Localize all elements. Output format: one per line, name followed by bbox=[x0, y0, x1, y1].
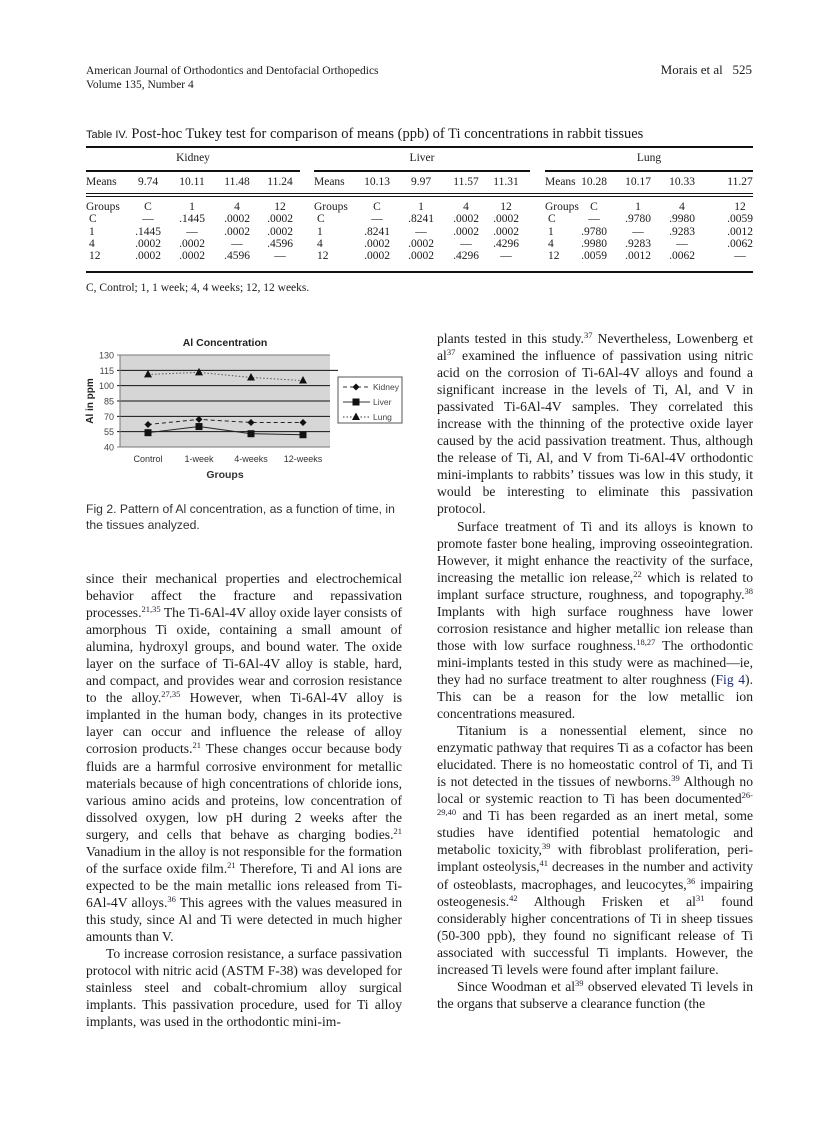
kidney-header-rule bbox=[86, 170, 300, 172]
citation-ref[interactable]: 36 bbox=[686, 875, 696, 886]
table-top-rule bbox=[86, 146, 753, 148]
text-run: Although no local or systemic reaction to Ti has been documented bbox=[437, 774, 753, 807]
liver-p-value: .0002 bbox=[408, 238, 434, 250]
kidney-p-value: — bbox=[142, 213, 154, 225]
lung-p-value: .0062 bbox=[669, 250, 695, 262]
liver-p-value: — bbox=[500, 250, 512, 262]
paragraph bbox=[437, 330, 753, 518]
liver-p-value: .8241 bbox=[408, 213, 434, 225]
running-header bbox=[86, 64, 379, 92]
figure-caption: Fig 2. Pattern of Al concentration, as a function of time, in the tissues analyzed. bbox=[86, 502, 395, 532]
legend-liver-label: Liver bbox=[373, 397, 392, 407]
text-run: These changes occur because body fluids are a harmful corrosive environment for metallic materials because of high concentrations of chloride ions, various amino acids and proteins, low concentration of dissolved oxygen, low pH during 2 weeks after the surgery, and cells that behave as charging bodies. bbox=[86, 741, 402, 842]
text-run: impairing osteogenesis. bbox=[437, 876, 753, 909]
kidney-p-value: .4596 bbox=[224, 250, 250, 262]
lung-means-label: Means bbox=[545, 176, 576, 188]
text-run: examined the influence of passivation using nitric acid on the corrosion of Ti-6Al-4V alloys and found a significant increase in the levels of Ti, Al, and V in passivated Ti-6Al-4V samples. They correlated this increase with the thinning of the protective oxide layer caused by the acid passivation treatment. Thus, although the release of Ti, Al, and V from Ti-6Al-4V orthodontic mini-implants to rabbits’ tissues was low in this study, it would be interesting to eliminate this passivation protocol. bbox=[437, 348, 753, 517]
text-run: Nevertheless, Lowenberg et al bbox=[437, 331, 753, 364]
text-run: Surface treatment of Ti and its alloys is known to promote faster bone healing, improving osseointegration. However, it might enhance the reactivity of the surface, increasing the metallic ion release, bbox=[437, 518, 753, 585]
text-run: ). This can be a reason for the low metallic ion concentrations measured. bbox=[437, 671, 753, 722]
liver-p-value: .0002 bbox=[453, 213, 479, 225]
kidney-p-value: .1445 bbox=[135, 226, 161, 238]
lung-p-value: .0059 bbox=[581, 250, 607, 262]
kidney-group-header: 12 bbox=[274, 201, 286, 213]
citation-ref[interactable]: 26-29,40 bbox=[437, 790, 753, 818]
text-run: and Ti has been regarded as an inert metal, some studies have identified potential hematologic and metabolic toxicity, bbox=[437, 808, 753, 858]
lung-p-value: — bbox=[734, 250, 746, 262]
liver-p-value: .0002 bbox=[408, 250, 434, 262]
text-column-right bbox=[437, 330, 753, 1012]
citation-ref[interactable]: 36 bbox=[167, 893, 176, 904]
text-run: since their mechanical properties and electrochemical behavior affect the fracture and repassivation processes. bbox=[86, 571, 402, 621]
kidney-row-label: C bbox=[89, 213, 97, 225]
x-tick-label: Control bbox=[133, 454, 163, 464]
liver-p-value: — bbox=[460, 238, 472, 250]
kidney-mean-value: 11.48 bbox=[224, 176, 250, 188]
lung-p-value: .9283 bbox=[625, 238, 651, 250]
lung-mean-value: 10.28 bbox=[581, 176, 607, 188]
citation-ref[interactable]: 39 bbox=[541, 841, 551, 852]
citation-ref[interactable]: 27,35 bbox=[161, 689, 181, 700]
y-tick-label: 70 bbox=[103, 411, 114, 422]
page-number: 525 bbox=[732, 62, 752, 77]
table-title: Post-hoc Tukey test for comparison of means (ppb) of Ti concentrations in rabbit tissues bbox=[131, 126, 644, 142]
liver-mean-value: 11.31 bbox=[493, 176, 519, 188]
kidney-mean-value: 9.74 bbox=[137, 176, 159, 188]
kidney-p-value: .0002 bbox=[267, 213, 293, 225]
liver-mean-value: 9.97 bbox=[410, 176, 432, 188]
x-tick-label: 12-weeks bbox=[283, 454, 323, 464]
liver-p-value: .0002 bbox=[493, 226, 519, 238]
citation-ref[interactable]: 38 bbox=[744, 585, 753, 596]
citation-ref[interactable]: 37 bbox=[583, 330, 593, 340]
paragraph bbox=[437, 518, 753, 723]
y-tick-label: 100 bbox=[98, 381, 114, 392]
text-run: The orthodontic mini-implants tested in this study were as machined—ie, they had no surface treatment to alter roughness ( bbox=[437, 637, 753, 687]
citation-ref[interactable]: 37 bbox=[446, 347, 456, 358]
liver-data-point bbox=[196, 423, 203, 430]
kidney-means-label: Means bbox=[86, 176, 117, 188]
citation-ref[interactable]: 39 bbox=[575, 977, 584, 988]
legend-kidney-label: Kidney bbox=[373, 382, 399, 392]
text-column-left bbox=[86, 570, 402, 1030]
kidney-p-value: .0002 bbox=[224, 226, 250, 238]
liver-p-value: .0002 bbox=[364, 250, 390, 262]
legend-lung-label: Lung bbox=[373, 412, 392, 422]
kidney-p-value: .0002 bbox=[135, 238, 161, 250]
liver-mean-value: 10.13 bbox=[364, 176, 390, 188]
kidney-p-value: — bbox=[186, 226, 198, 238]
lung-p-value: .9780 bbox=[625, 213, 651, 225]
lung-mean-value: 11.27 bbox=[727, 176, 753, 188]
lung-p-value: .9283 bbox=[669, 226, 695, 238]
y-axis-title: Al in ppm bbox=[85, 378, 96, 424]
text-run: Titanium is a nonessential element, since no enzymatic pathway that requires Ti as a cofactor has been elucidated. There is no homeostatic control of Ti, and Ti is not detected in the tissues of newborns. bbox=[437, 723, 753, 790]
citation-ref[interactable]: 21,35 bbox=[141, 604, 161, 615]
lung-group-header: 12 bbox=[734, 201, 746, 213]
lung-row-label: 1 bbox=[548, 226, 554, 238]
lung-p-value: .0059 bbox=[727, 213, 753, 225]
lung-group-header: C bbox=[590, 201, 598, 213]
x-tick-label: 4-weeks bbox=[234, 454, 268, 464]
text-run: which is related to implant surface structure, roughness, and topography. bbox=[437, 569, 753, 602]
text-run: Therefore, Ti and Al ions are expected to be the main metallic ions released from Ti-6Al-4V alloys. bbox=[86, 860, 402, 910]
paragraph bbox=[437, 722, 753, 978]
text-run: observed elevated Ti levels in the organs that subserve a clearance function (the bbox=[437, 978, 754, 1011]
kidney-p-value: — bbox=[274, 250, 286, 262]
text-run: The Ti-6Al-4V alloy oxide layer consists of amorphous Ti oxide, containing a small amount of alumina, hydroxyl groups, and bound water. The oxide layer on the surface of Ti-6Al-4V alloy is stable, hard, and compact, and provides wear and corrosion resistance to the alloy. bbox=[86, 605, 402, 706]
lung-p-value: .0012 bbox=[727, 226, 753, 238]
lung-p-value: .9980 bbox=[669, 213, 695, 225]
kidney-p-value: .0002 bbox=[135, 250, 161, 262]
text-run: Implants with high surface roughness have lower corrosion resistance and higher metallic ion release than those with low surface roughness. bbox=[437, 603, 753, 653]
lung-p-value: .9780 bbox=[581, 226, 607, 238]
lung-p-value: — bbox=[588, 213, 600, 225]
kidney-mean-value: 11.24 bbox=[267, 176, 293, 188]
journal-volume: Volume 135, Number 4 bbox=[86, 79, 194, 91]
liver-data-point bbox=[300, 431, 307, 438]
liver-p-value: — bbox=[371, 213, 383, 225]
citation-ref[interactable]: 22 bbox=[633, 568, 642, 579]
lung-row-label: C bbox=[548, 213, 556, 225]
liver-groups-label: Groups bbox=[314, 201, 348, 213]
legend-liver-marker bbox=[353, 399, 360, 406]
citation-ref[interactable]: 42 bbox=[509, 892, 518, 903]
kidney-p-value: .0002 bbox=[267, 226, 293, 238]
kidney-p-value: .1445 bbox=[179, 213, 205, 225]
text-run: This agrees with the values measured in this study, since Al and Ti were detected in much higher amounts than V. bbox=[86, 894, 402, 944]
kidney-p-value: .4596 bbox=[267, 238, 293, 250]
kidney-p-value: .0002 bbox=[179, 238, 205, 250]
kidney-p-value: .0002 bbox=[179, 250, 205, 262]
liver-mean-value: 11.57 bbox=[453, 176, 479, 188]
al-concentration-chart bbox=[80, 325, 420, 495]
lung-p-value: — bbox=[632, 226, 644, 238]
liver-p-value: .4296 bbox=[493, 238, 519, 250]
lung-group-header: 4 bbox=[679, 201, 685, 213]
liver-header-rule bbox=[314, 170, 530, 172]
liver-p-value: .4296 bbox=[453, 250, 479, 262]
liver-data-point bbox=[248, 430, 255, 437]
table-double-rule-top bbox=[86, 193, 753, 194]
paragraph bbox=[437, 978, 753, 1012]
kidney-group-header: 4 bbox=[234, 201, 240, 213]
kidney-row-label: 12 bbox=[89, 250, 101, 262]
liver-means-label: Means bbox=[314, 176, 345, 188]
text-run: Since Woodman et al bbox=[457, 978, 576, 994]
citation-ref[interactable]: 21 bbox=[393, 825, 402, 836]
kidney-p-value: .0002 bbox=[224, 213, 250, 225]
liver-header: Liver bbox=[409, 152, 435, 164]
lung-row-label: 4 bbox=[548, 238, 554, 250]
lung-p-value: .0012 bbox=[625, 250, 651, 262]
liver-p-value: .0002 bbox=[453, 226, 479, 238]
text-run: Vanadium in the alloy is not responsible for the formation of the surface oxide film. bbox=[86, 843, 402, 876]
y-tick-label: 115 bbox=[99, 365, 114, 376]
liver-row-label: C bbox=[317, 213, 325, 225]
liver-p-value: .0002 bbox=[364, 238, 390, 250]
liver-group-header: C bbox=[373, 201, 381, 213]
journal-name: American Journal of Orthodontics and Dentofacial Orthopedics bbox=[86, 65, 379, 77]
lung-p-value: .0062 bbox=[727, 238, 753, 250]
x-axis-title: Groups bbox=[206, 469, 244, 481]
lung-mean-value: 10.33 bbox=[669, 176, 695, 188]
chart-title: Al Concentration bbox=[182, 337, 268, 349]
liver-data-point bbox=[145, 429, 152, 436]
lung-p-value: .9980 bbox=[581, 238, 607, 250]
paragraph bbox=[86, 945, 402, 1030]
kidney-groups-label: Groups bbox=[86, 201, 120, 213]
text-run: with fibroblast proliferation, peri-implant osteolysis, bbox=[437, 842, 753, 875]
kidney-group-header: 1 bbox=[189, 201, 195, 213]
kidney-row-label: 4 bbox=[89, 238, 95, 250]
text-run: However, when Ti-6Al-4V alloy is implanted in the human body, changes in its protective layer can occur and influence the release of alloy corrosion products. bbox=[86, 690, 402, 757]
table-label: Table IV. bbox=[86, 129, 128, 141]
lung-mean-value: 10.17 bbox=[625, 176, 651, 188]
liver-row-label: 1 bbox=[317, 226, 323, 238]
kidney-group-header: C bbox=[144, 201, 152, 213]
lung-group-header: 1 bbox=[635, 201, 641, 213]
y-tick-label: 85 bbox=[103, 396, 114, 407]
table-double-rule-bottom bbox=[86, 196, 753, 197]
liver-row-label: 12 bbox=[317, 250, 329, 262]
paragraph bbox=[86, 570, 402, 945]
citation-ref[interactable]: 18,27 bbox=[636, 636, 656, 647]
citation-ref[interactable]: 21 bbox=[227, 859, 236, 870]
citation-ref[interactable]: 41 bbox=[539, 858, 549, 869]
text-run: found considerably higher concentrations of Ti in sheep tissues (50-300 ppb), they found no significant release of Ti associated with successful Ti implants. However, the increased Ti levels were found after implant failure. bbox=[437, 893, 753, 977]
citation-ref[interactable]: 21 bbox=[192, 740, 201, 751]
lung-groups-label: Groups bbox=[545, 201, 579, 213]
lung-row-label: 12 bbox=[548, 250, 560, 262]
kidney-p-value: — bbox=[231, 238, 243, 250]
kidney-header: Kidney bbox=[176, 152, 210, 164]
table-bottom-rule bbox=[86, 271, 753, 273]
liver-p-value: — bbox=[415, 226, 427, 238]
citation-ref[interactable]: 39 bbox=[671, 773, 680, 784]
liver-group-header: 12 bbox=[500, 201, 512, 213]
liver-p-value: .0002 bbox=[493, 213, 519, 225]
y-tick-label: 55 bbox=[103, 427, 114, 438]
table-footnote: C, Control; 1, 1 week; 4, 4 weeks; 12, 12 weeks. bbox=[86, 282, 310, 294]
x-tick-label: 1-week bbox=[184, 454, 214, 464]
liver-row-label: 4 bbox=[317, 238, 323, 250]
liver-p-value: .8241 bbox=[364, 226, 390, 238]
lung-header-rule bbox=[545, 170, 753, 172]
page-info bbox=[661, 62, 752, 78]
liver-group-header: 1 bbox=[418, 201, 424, 213]
lung-p-value: — bbox=[676, 238, 688, 250]
text-run: To increase corrosion resistance, a surface passivation protocol with nitric acid (ASTM F-38) was developed for stainless steel and cobalt-chromium alloy surgical implants. This passivation procedure, used for Ti alloy implants, was used in the orthodontic mini-im- bbox=[86, 946, 402, 1030]
text-run: plants tested in this study. bbox=[437, 331, 584, 346]
lung-header: Lung bbox=[636, 152, 662, 164]
kidney-row-label: 1 bbox=[89, 226, 95, 238]
text-run: Although Frisken et al bbox=[517, 893, 696, 909]
liver-group-header: 4 bbox=[463, 201, 469, 213]
y-tick-label: 40 bbox=[103, 442, 114, 453]
citation-ref[interactable]: 31 bbox=[695, 892, 705, 903]
y-tick-label: 130 bbox=[98, 350, 114, 361]
table-caption bbox=[86, 126, 643, 143]
kidney-mean-value: 10.11 bbox=[179, 176, 205, 188]
figure-link[interactable]: Fig 4 bbox=[715, 671, 746, 687]
text-run: decreases in the number and activity of osteoblasts, macrophages, and leucocytes, bbox=[437, 859, 753, 892]
author-running-head: Morais et al bbox=[660, 62, 723, 77]
